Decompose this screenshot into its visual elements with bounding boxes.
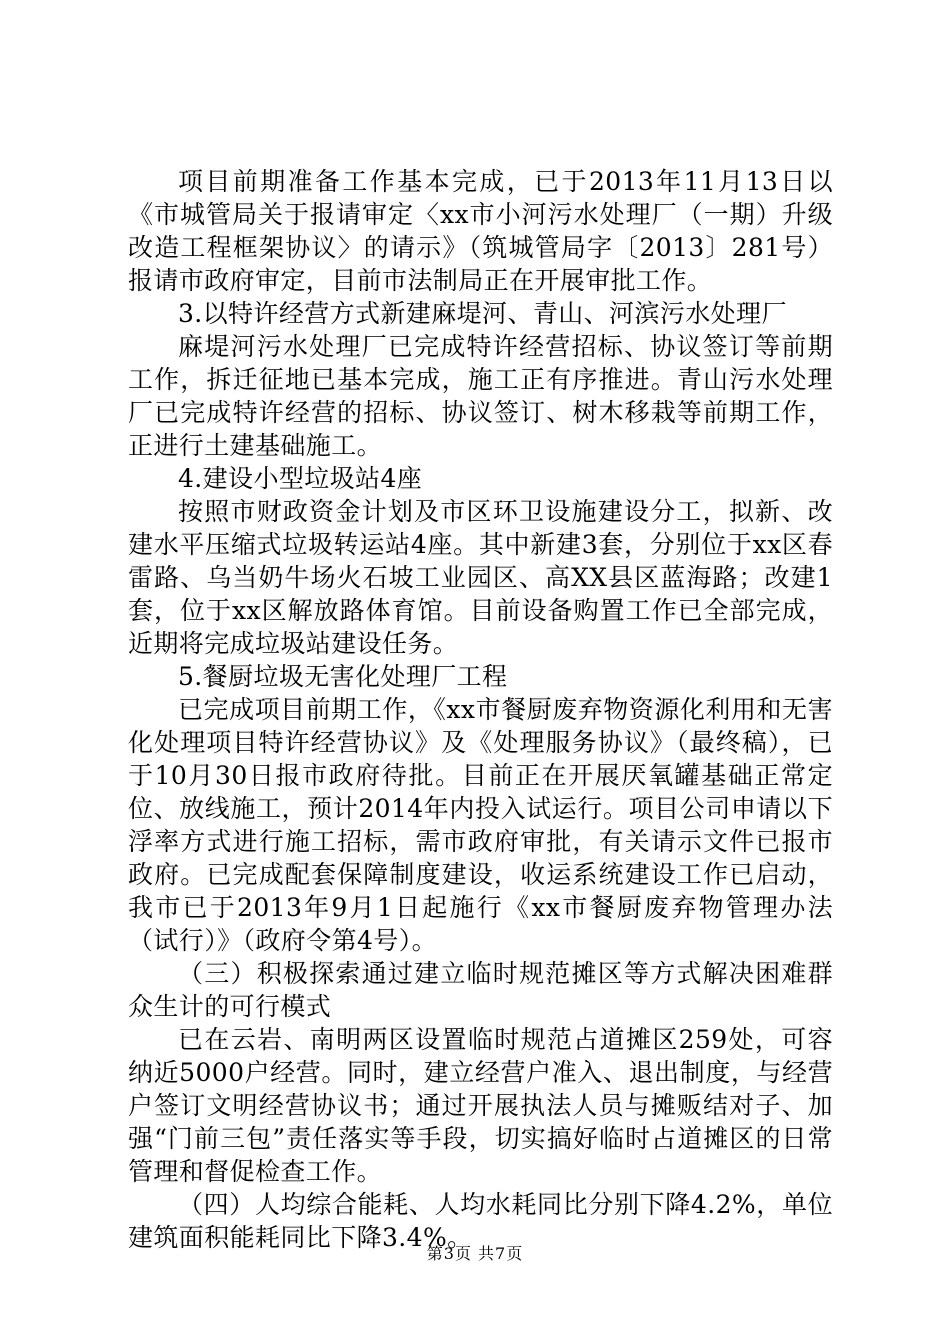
heading-item-5: 5.餐厨垃圾无害化处理厂工程 xyxy=(178,662,508,691)
page-number-footer: 第3页 共7页 xyxy=(426,1244,524,1263)
paragraph-garbage-stations: 按照市财政资金计划及市区环卫设施建设分工，拟新、改建水平压缩式垃圾转运站4座。其中新建3套，分别位于xx区春雷路、乌当奶牛场火石坡工业园区、高XX县区蓝海路；改建1套，位于xx区解放路体育馆。目前设备购置工作已全部完成，近期将完成垃圾站建设任务。 xyxy=(128,497,833,658)
heading-item-4: 4.建设小型垃圾站4座 xyxy=(178,464,423,493)
heading-section-3: （三）积极探索通过建立临时规范摊区等方式解决困难群众生计的可行模式 xyxy=(128,959,833,1021)
document-body xyxy=(128,165,833,1254)
paragraph-madihe-plant: 麻堤河污水处理厂已完成特许经营招标、协议签订等前期工作，拆迁征地已基本完成，施工正有序推进。青山污水处理厂已完成特许经营的招标、协议签订、树木移栽等前期工作，正进行土建基础施工。 xyxy=(128,332,833,460)
paragraph-vendor-zones: 已在云岩、南明两区设置临时规范占道摊区259处，可容纳近5000户经营。同时，建立经营户准入、退出制度，与经营户签订文明经营协议书；通过开展执法人员与摊贩结对子、加强“门前三包”责任落实等手段，切实搞好临时占道摊区的日常管理和督促检查工作。 xyxy=(128,1025,833,1186)
heading-section-4: （四）人均综合能耗、人均水耗同比分别下降4.2%，单位建筑面积能耗同比下降3.4%。 xyxy=(128,1190,833,1252)
paragraph-project-prep: 项目前期准备工作基本完成，已于2013年11月13日以《市城管局关于报请审定〈xx市小河污水处理厂（一期）升级改造工程框架协议〉的请示》（筑城管局字〔2013〕281号）报请市政府审定，目前市法制局正在开展审批工作。 xyxy=(128,167,833,295)
heading-item-3: 3.以特许经营方式新建麻堤河、青山、河滨污水处理厂 xyxy=(178,299,787,328)
paragraph-kitchen-waste: 已完成项目前期工作，《xx市餐厨废弃物资源化利用和无害化处理项目特许经营协议》及《处理服务协议》（最终稿），已于10月30日报市政府待批。目前正在开展厌氧罐基础正常定位、放线施工，预计2014年内投入试运行。项目公司申请以下浮率方式进行施工招标，需市政府审批，有关请示文件已报市政府。已完成配套保障制度建设，收运系统建设工作已启动，我市已于2013年9月1日起施行《xx市餐厨废弃物管理办法（试行）》（政府令第4号）。 xyxy=(128,695,833,955)
